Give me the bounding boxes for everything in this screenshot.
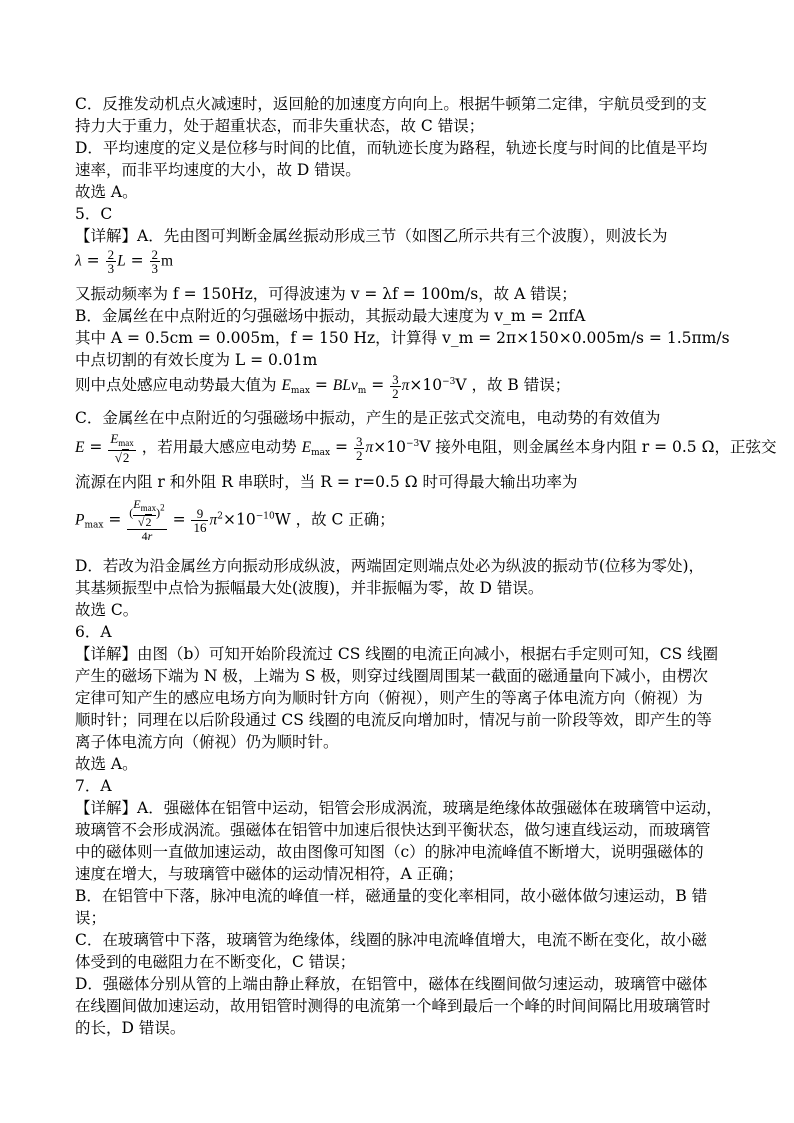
q5-option-b-line3: 中点切割的有效长度为 L = 0.01m xyxy=(75,351,318,369)
q5-option-b-line2: 其中 A = 0.5cm = 0.005m，f = 150 Hz，计算得 v_m = 2π×150×0.005m/s = 1.5πm/s xyxy=(75,329,730,347)
q7-option-a-line1: 【详解】A．强磁体在铝管中运动，铝管会形成涡流，玻璃是绝缘体故强磁体在玻璃管中运动， xyxy=(75,799,722,817)
q6-line4: 顺时针；同理在以后阶段通过 CS 线圈的电流反向增加时，情况与前一阶段等效，即产生的等 xyxy=(75,711,712,729)
q5-option-c-line4: $P_{max}$ = ( $E_{max}$ √2 )$^2$ 4r = $\frac{9}{16}$ $\pi^2\times 10^{-10}W$ ，故 C 正确； xyxy=(75,497,395,543)
q5-b4-pre: 则中点处感应电动势最大值为 xyxy=(75,376,277,394)
q7-option-a-line3: 中的磁体则一直做加速运动，故由图像可知图（c）的脉冲电流峰值不断增大，说明强磁体的 xyxy=(75,843,704,861)
q6-line3: 定律可知产生的感应电场方向为顺时针方向（俯视），则产生的等离子体电流方向（俯视）为 xyxy=(75,689,703,707)
q5-option-b-line1: B．金属丝在中点附近的匀强磁场中振动，其振动最大速度为 v_m = 2πfA xyxy=(75,307,586,325)
q5-c4-post: ，故 C 正确； xyxy=(295,510,395,529)
q7-option-b-line2: 误； xyxy=(75,909,107,927)
q5-lambda-equation: λ = $\frac{2}{3}$ L = $\frac{2}{3}$ m xyxy=(75,247,174,276)
q4-option-c-line1: C．反推发动机点火减速时，返回舱的加速度方向向上。根据牛顿第二定律，宇航员受到的支 xyxy=(75,95,707,113)
q7-option-d-line1: D．强磁体分别从管的上端由静止释放，在铝管中，磁体在线圈间做匀速运动，玻璃管中磁体 xyxy=(75,975,708,993)
q7-option-d-line2: 在线圈间做加速运动，故用铝管时测得的电流第一个峰到最后一个峰的时间间隔比用玻璃管时 xyxy=(75,997,711,1015)
q7-option-d-line3: 的长，D 错误。 xyxy=(75,1019,186,1037)
q5-b4-post: ，故 B 错误； xyxy=(471,376,571,394)
q4-answer: 故选 A。 xyxy=(75,183,138,201)
q5-option-d-line1: D．若改为沿金属丝方向振动形成纵波，两端固定则端点处必为纵波的振动节(位移为零处)， xyxy=(75,557,705,575)
q5-option-c-line2: E = $\frac{E_{max}}{√2}$ ，若用最大感应电动势 $E_{max}$ = $\frac{3}{2}$ $\pi\times 10^{-3}V$ 接外电阻，则金属丝本身内阻 r = 0.5 Ω，正弦交 xyxy=(75,431,777,465)
q5-option-b-line4: 则中点处感应电动势最大值为 $E_{max} = BLv_m$ = $\frac{3}{2}$ $\pi\times 10^{-3}V$ ，故 B 错误； xyxy=(75,371,571,401)
q6-number: 6．A xyxy=(75,623,112,641)
q4-option-d-line1: D．平均速度的定义是位移与时间的比值，而轨迹长度为路程，轨迹长度与时间的比值是平均 xyxy=(75,139,708,157)
q6-line2: 产生的磁场下端为 N 极，上端为 S 极，则穿过线圈周围某一截面的磁通量向下减小，由楞次 xyxy=(75,667,708,685)
q5-detail-a: 【详解】A．先由图可判断金属丝振动形成三节（如图乙所示共有三个波腹），则波长为 xyxy=(75,227,668,245)
q7-option-a-line4: 速度在增大，与玻璃管中磁体的运动情况相符，A 正确； xyxy=(75,865,464,883)
q7-option-a-line2: 玻璃管不会形成涡流。强磁体在铝管中加速后很快达到平衡状态，做匀速直线运动，而玻璃管 xyxy=(75,821,711,839)
q5-option-c-line1: C．金属丝在中点附近的匀强磁场中振动，产生的是正弦式交流电，电动势的有效值为 xyxy=(75,409,661,427)
q7-option-c-line1: C．在玻璃管中下落，玻璃管为绝缘体，线圈的脉冲电流峰值增大，电流不断在变化，故小磁 xyxy=(75,931,707,949)
q5-frequency-text: 又振动频率为 f = 150Hz，可得波速为 v = λf = 100m/s，故 A 错误； xyxy=(75,285,577,303)
q7-option-c-line2: 体受到的电磁阻力在不断变化，C 错误； xyxy=(75,953,356,971)
q5-option-d-line2: 其基频振型中点恰为振幅最大处(波腹)，并非振幅为零，故 D 错误。 xyxy=(75,579,544,597)
q5-number: 5．C xyxy=(75,205,113,223)
q4-option-c-line2: 持力大于重力，处于超重状态，而非失重状态，故 C 错误； xyxy=(75,117,485,135)
q6-line1: 【详解】由图（b）可知开始阶段流过 CS 线圈的电流正向减小，根据右手定则可知，CS 线圈 xyxy=(75,645,719,663)
q7-number: 7．A xyxy=(75,777,112,795)
q7-option-b-line1: B．在铝管中下落，脉冲电流的峰值一样，磁通量的变化率相同，故小磁体做匀速运动，B 错 xyxy=(75,887,708,905)
q5-c2-post: 接外电阻，则金属丝本身内阻 r = 0.5 Ω，正弦交 xyxy=(435,438,777,456)
q5-answer: 故选 C。 xyxy=(75,601,139,619)
q5-option-c-line3: 流源在内阻 r 和外阻 R 串联时，当 R = r=0.5 Ω 时可得最大输出功率为 xyxy=(75,473,578,491)
q6-answer: 故选 A。 xyxy=(75,755,138,773)
q5-c2-mid: ，若用最大感应电动势 xyxy=(141,438,297,456)
q4-option-d-line2: 速率，而非平均速度的大小，故 D 错误。 xyxy=(75,161,361,179)
q6-line5: 离子体电流方向（俯视）仍为顺时针。 xyxy=(75,733,339,751)
